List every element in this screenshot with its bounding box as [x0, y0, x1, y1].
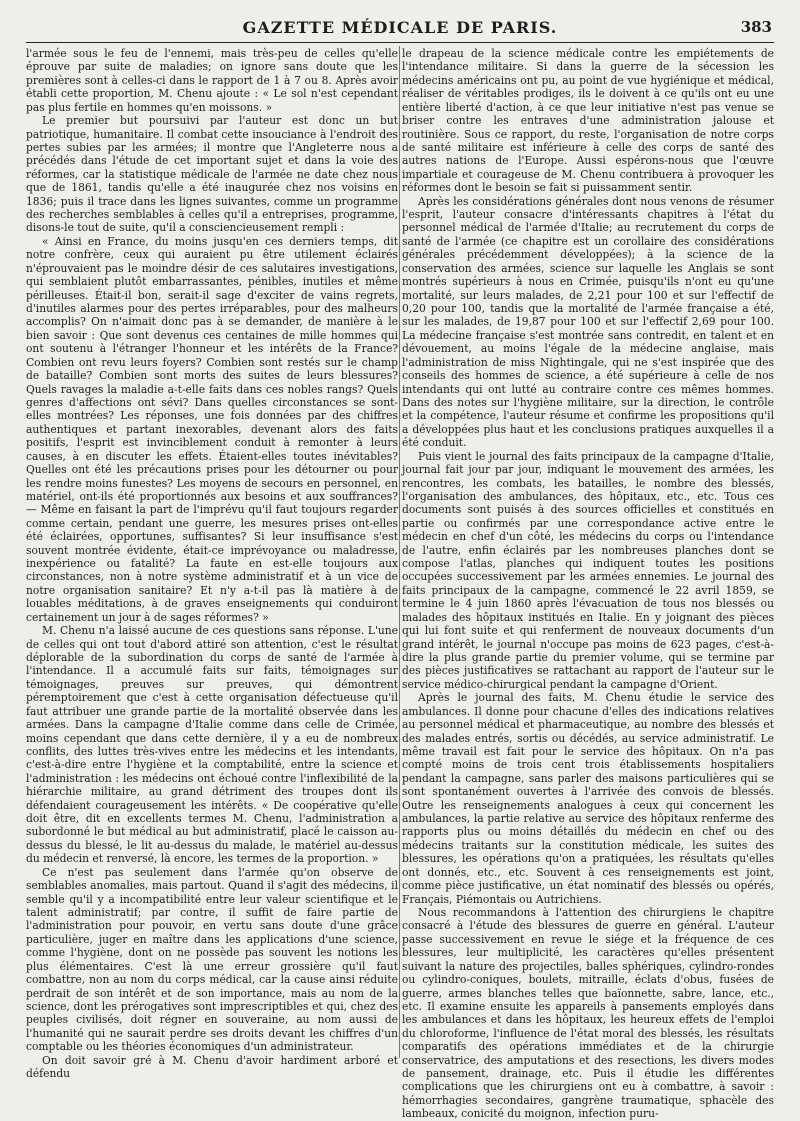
paragraph: M. Chenu n'a laissé aucune de ces questions sans réponse. L'une de celles qui ont tout d'abord attiré son attention, c'est le résultat déplorable de la subordination du corps de santé de l'armée à l'intendance. Il a accumulé faits sur faits, témoignages sur témoignages, preuves sur preuves, qui démontrent péremptoirement que c'est à cette organisation défectueuse qu'il faut attribuer une grande partie de la mortalité observée dans les armées. Dans la campagne d'Italie comme dans celle de Crimée, moins cependant que dans cette dernière, il y a eu de nombreux conflits, des luttes très-vives entre les médecins et les intendants, c'est-à-dire entre l'hygiène et la comptabilité, entre la science et l'administration : les médecins ont échoué contre l'inflexibilité de la hiérarchie militaire, au grand détriment des troupes dont ils défendaient courageusement les intérêts. « De coopérative qu'elle doit être, dit en excellents termes M. Chenu, l'administration a subordonné le but médical au but administratif, placé le caisson au-dessus du blessé, le lit au-dessus du malade, le matériel au-dessus du médecin et renversé, là encore, les termes de la proportion. » [26, 624, 398, 866]
paragraph: l'armée sous le feu de l'ennemi, mais très-peu de celles qu'elle éprouve par suite de maladies; on ignore sans doute que les premières sont à celles-ci dans le rapport de 1 à 7 ou 8. Après avoir établi cette proportion, M. Chenu ajoute : « Le sol n'est cependant pas plus fertile en hommes qu'en moissons. » [26, 47, 398, 114]
left-column [26, 47, 398, 1081]
paragraph: « Ainsi en France, du moins jusqu'en ces derniers temps, dit notre confrère, ceux qui auraient pu être utilement éclairés n'éprouvaient pas le moindre désir de ces salutaires investigations, qui semblaient plutôt embarrassantes, pénibles, inutiles et même périlleuses. Était-il bon, serait-il sage d'exciter de vains regrets, d'inutiles alarmes pour des pertes irréparables, pour des malheurs accomplis? On n'aimait donc pas à se demander, de manière à le bien savoir : Que sont devenus ces centaines de mille hommes qui ont soutenu à l'étranger l'honneur et les intérêts de la France? Combien ont revu leurs foyers? Combien sont restés sur le champ de bataille? Combien sont morts des suites de leurs blessures? Quels ravages la maladie a-t-elle faits dans ces nobles rangs? Quels genres d'affections ont sévi? Dans quelles circonstances se sont-elles montrées? Les réponses, une fois données par des chiffres authentiques et partant inexorables, devenant alors des faits positifs, l'esprit est invinciblement conduit à remonter à leurs causes, à en discuter les effets. Étaient-elles toutes inévitables? Quelles ont été les précautions prises pour les détourner ou pour les rendre moins funestes? Les moyens de secours en personnel, en matériel, ont-ils été proportionnés aux besoins et aux souffrances? — Même en faisant la part de l'imprévu qu'il faut toujours regarder comme certain, pendant une guerre, les mesures prises ont-elles été éclairées, opportunes, suffisantes? Si leur insuffisance s'est souvent montrée évidente, était-ce imprévoyance ou maladresse, inexpérience ou fatalité? La faute en est-elle toujours aux circonstances, non à notre système administratif et à un vice de notre organisation sanitaire? Et n'y a-t-il pas là matière à de louables méditations, à de graves enseignements qui conduiront certainement un jour à de sages réformes? » [26, 234, 398, 624]
paragraph: le drapeau de la science médicale contre les empiétements de l'intendance militaire. Si dans la guerre de la sécession les médecins américains ont pu, au point de vue hygiénique et médical, réaliser de véritables prodiges, ils le doivent à ce qu'ils ont eu une entière liberté d'action, à ce que leur initiative n'est pas venue se briser contre les entraves d'une administration jalouse et routinière. Sous ce rapport, du reste, l'organisation de notre corps de santé militaire est inférieure à celle des corps de santé des autres nations de l'Europe. Aussi espérons-nous que l'œuvre impartiale et courageuse de M. Chenu contribuera à provoquer les réformes dont le besoin se fait si puissamment sentir. [402, 47, 774, 195]
article-columns [26, 47, 774, 1121]
paragraph: Nous recommandons à l'attention des chirurgiens le chapitre consacré à l'étude des blessures de guerre en général. L'auteur passe successivement en revue le siége et la fréquence de ces blessures, leur multiplicité, les caractères qu'elles présentent suivant la nature des projectiles, balles sphériques, cylindro-rondes ou cylindro-coniques, boulets, mitraille, éclats d'obus, fusées de guerre, armes blanches telles que baïonnette, sabre, lance, etc., etc. Il examine ensuite les appareils à pansements employés dans les ambulances et dans les hôpitaux, les heureux effets de l'emploi du chloroforme, l'influence de l'état moral des blessés, les résultats comparatifs des opérations immédiates et de la chirurgie conservatrice, des amputations et des resections, les divers modes de pansement, drainage, etc. Puis il étudie les différentes complications que les chirurgiens ont eu à combattre, à savoir : hémorrhagies secondaires, gangrène traumatique, sphacèle des lambeaux, conicité du moignon, infection puru- [402, 906, 774, 1121]
paragraph: Ce n'est pas seulement dans l'armée qu'on observe de semblables anomalies, mais partout. Quand il s'agit des médecins, il semble qu'il y a incompatibilité entre leur valeur scientifique et le talent administratif; par contre, il suffit de faire partie de l'administration pour pouvoir, en vertu sans doute d'une grâce particulière, juger en maître dans les applications d'une science, comme l'hygiène, dont on ne possède pas souvent les notions les plus élémentaires. C'est là une erreur grossière qu'il faut combattre, non au nom du corps médical, car la cause ainsi réduite perdrait de son intérêt et de son importance, mais au nom de la science, dont les prérogatives sont imprescriptibles et qui, chez des peuples civilisés, doit régner en souveraine, au nom aussi de l'humanité qui ne saurait perdre ses droits devant les chiffres d'un comptable ou les théories économiques d'un administrateur. [26, 865, 398, 1054]
page-header [26, 16, 774, 43]
right-column [402, 47, 774, 1121]
paragraph: On doit savoir gré à M. Chenu d'avoir hardiment arboré et défendu [26, 1053, 398, 1081]
paragraph: Après le journal des faits, M. Chenu étudie le service des ambulances. Il donne pour chacune d'elles des indications relatives au personnel médical et pharmaceutique, au nombre des blessés et des malades entrés, sortis ou décédés, au service administratif. Le même travail est fait pour le service des hôpitaux. On n'a pas compté moins de trois cent trois établissements hospitaliers pendant la campagne, sans parler des maisons particulières qui se sont spontanément ouvertes à l'arrivée des convois de blessés. Outre les renseignements analogues à ceux qui concernent les ambulances, la partie relative au service des hôpitaux renferme des rapports plus ou moins détaillés du médecin en chef ou des médecins traitants sur la constitution médicale, les suites des blessures, les opérations qu'on a pratiquées, les résultats qu'elles ont donnés, etc., etc. Souvent à ces renseignements est joint, comme pièce justificative, un état nominatif des blessés ou opérés, Français, Piémontais ou Autrichiens. [402, 691, 774, 906]
column-divider [399, 46, 400, 1058]
paragraph: Le premier but poursuivi par l'auteur est donc un but patriotique, humanitaire. Il combat cette insouciance à l'endroit des pertes subies par les armées; il montre que l'Angleterre nous a précédés dans l'étude de cet important sujet et dans la voie des réformes, car la statistique médicale de l'armée ne date chez nous que de 1861, tandis qu'elle a été inaugurée chez nos voisins en 1836; puis il trace dans les lignes suivantes, comme un programme des recherches semblables à celles qu'il a entreprises, programme, disons-le tout de suite, qu'il a consciencieusement rempli : [26, 114, 398, 235]
paragraph: Après les considérations générales dont nous venons de résumer l'esprit, l'auteur consacre d'intéressants chapitres à l'état du personnel médical de l'armée d'Italie; au recrutement du corps de santé de l'armée (ce chapitre est un corollaire des considérations générales précédemment développées); à la science de la conservation des armées, science sur laquelle les Anglais se sont montrés supérieurs à nous en Crimée, puisqu'ils n'ont eu qu'une mortalité, sur leurs malades, de 2,21 pour 100 et sur l'effectif de 0,20 pour 100, tandis que la mortalité de l'armée française a été, sur les malades, de 19,87 pour 100 et sur l'effectif 2,69 pour 100. La médecine française s'est montrée sans contredit, en talent et en dévouement, au moins l'égale de la médecine anglaise, mais l'administration de miss Nightingale, qui ne s'est inspirée que des conseils des hommes de science, a été supérieure à celle de nos intendants qui ont lutté au contraire contre ces mêmes hommes. Dans des notes sur l'hygiène militaire, sur la direction, le contrôle et la compétence, l'auteur résume et confirme les propositions qu'il a développées plus haut et les conclusions pratiques auxquelles il a été conduit. [402, 194, 774, 450]
page-number: 383 [740, 18, 772, 36]
paragraph: Puis vient le journal des faits principaux de la campagne d'Italie, journal fait jour par jour, indiquant le mouvement des armées, les rencontres, les combats, les batailles, le nombre des blessés, l'organisation des ambulances, des hôpitaux, etc., etc. Tous ces documents sont puisés à des sources officielles et constitués en partie ou confirmés par une correspondance active entre le médecin en chef d'un côté, les médecins du corps ou l'intendance de l'autre, enfin éclairés par les nombreuses planches dont se compose l'atlas, planches qui indiquent toutes les positions occupées successivement par les armées ennemies. Le journal des faits principaux de la campagne, commencé le 22 avril 1859, se termine le 4 juin 1860 après l'évacuation de tous nos blessés ou malades des hôpitaux institués en Italie. En y joignant des pièces qui lui font suite et qui renferment de nouveaux documents d'un grand intérêt, le journal n'occupe pas moins de 623 pages, c'est-à-dire la plus grande partie du premier volume, qui se termine par des pièces justificatives se rattachant au rapport de l'auteur sur le service médico-chirurgical pendant la campagne d'Orient. [402, 449, 774, 691]
publication-title: GAZETTE MÉDICALE DE PARIS. [242, 18, 558, 37]
